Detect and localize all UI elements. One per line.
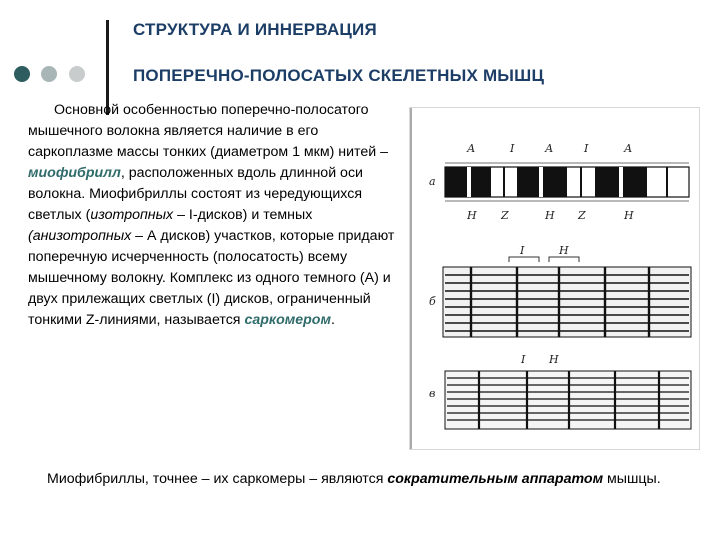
bullet-dot-2 [41,66,57,82]
bottom-label-4: Z [578,209,586,222]
slide-title-line2: ПОПЕРЕЧНО-ПОЛОСАТЫХ СКЕЛЕТНЫХ МЫШЦ [133,66,545,85]
top-label-5: А [624,142,633,155]
text-part-3: – I-дисков) и темных [173,207,313,223]
top-label-2: I [510,142,515,155]
top-label-4: I [584,142,589,155]
panel-label-a: а [429,175,436,188]
bottom-label-3: Н [545,209,555,222]
panel-b [443,257,691,337]
footer-paragraph [47,469,687,490]
term-isotropic: изотропных [90,207,174,223]
top-label-1: А [467,142,476,155]
term-myofibril: миофибрилл [28,165,121,181]
panel-label-b: б [429,295,436,308]
bottom-label-1: Н [467,209,477,222]
c-label-1: I [521,353,526,366]
b-label-1: I [520,244,525,257]
panel-c [445,371,691,429]
text-part-1: Основной особенностью поперечно-полосатого мышечного волокна является наличие в его саркоплазме массы тонких (диаметром 1 мкм) нитей – [28,102,389,160]
sarcomere-diagram [409,107,700,450]
bullet-dot-1 [14,66,30,82]
term-sarcomere: саркомером [244,312,331,328]
bullet-dot-3 [69,66,85,82]
main-paragraph [28,100,398,331]
bottom-label-2: Z [501,209,509,222]
text-part-4: – А дисков) участков, которые придают поперечную исчерченность (полосатость) всему мышечному волокну. Комплекс из одного темного (А) и двух прилежащих светлых (I) дисков, ограниченный тонкими Z-линиями, называется [28,228,395,328]
footer-text-1: Миофибриллы, точнее – их саркомеры – являются [47,471,384,487]
slide-title-line1: СТРУКТУРА И ИННЕРВАЦИЯ [133,20,377,39]
bottom-label-5: Н [624,209,634,222]
footer-bold-term: сократительным аппаратом [387,471,604,487]
top-label-3: А [545,142,554,155]
sarcomere-figure [409,107,700,450]
footer-text-2: мышцы. [607,471,661,487]
panel-a [445,163,689,201]
c-label-2: Н [549,353,559,366]
b-label-2: Н [559,244,569,257]
term-anisotropic: (анизотропных [28,228,132,244]
text-part-2: , расположенных вдоль длинной оси волокна. Миофибриллы состоят из чередующихся светлых ( [28,165,363,223]
panel-label-c: в [429,387,436,400]
text-part-5: . [330,312,335,328]
